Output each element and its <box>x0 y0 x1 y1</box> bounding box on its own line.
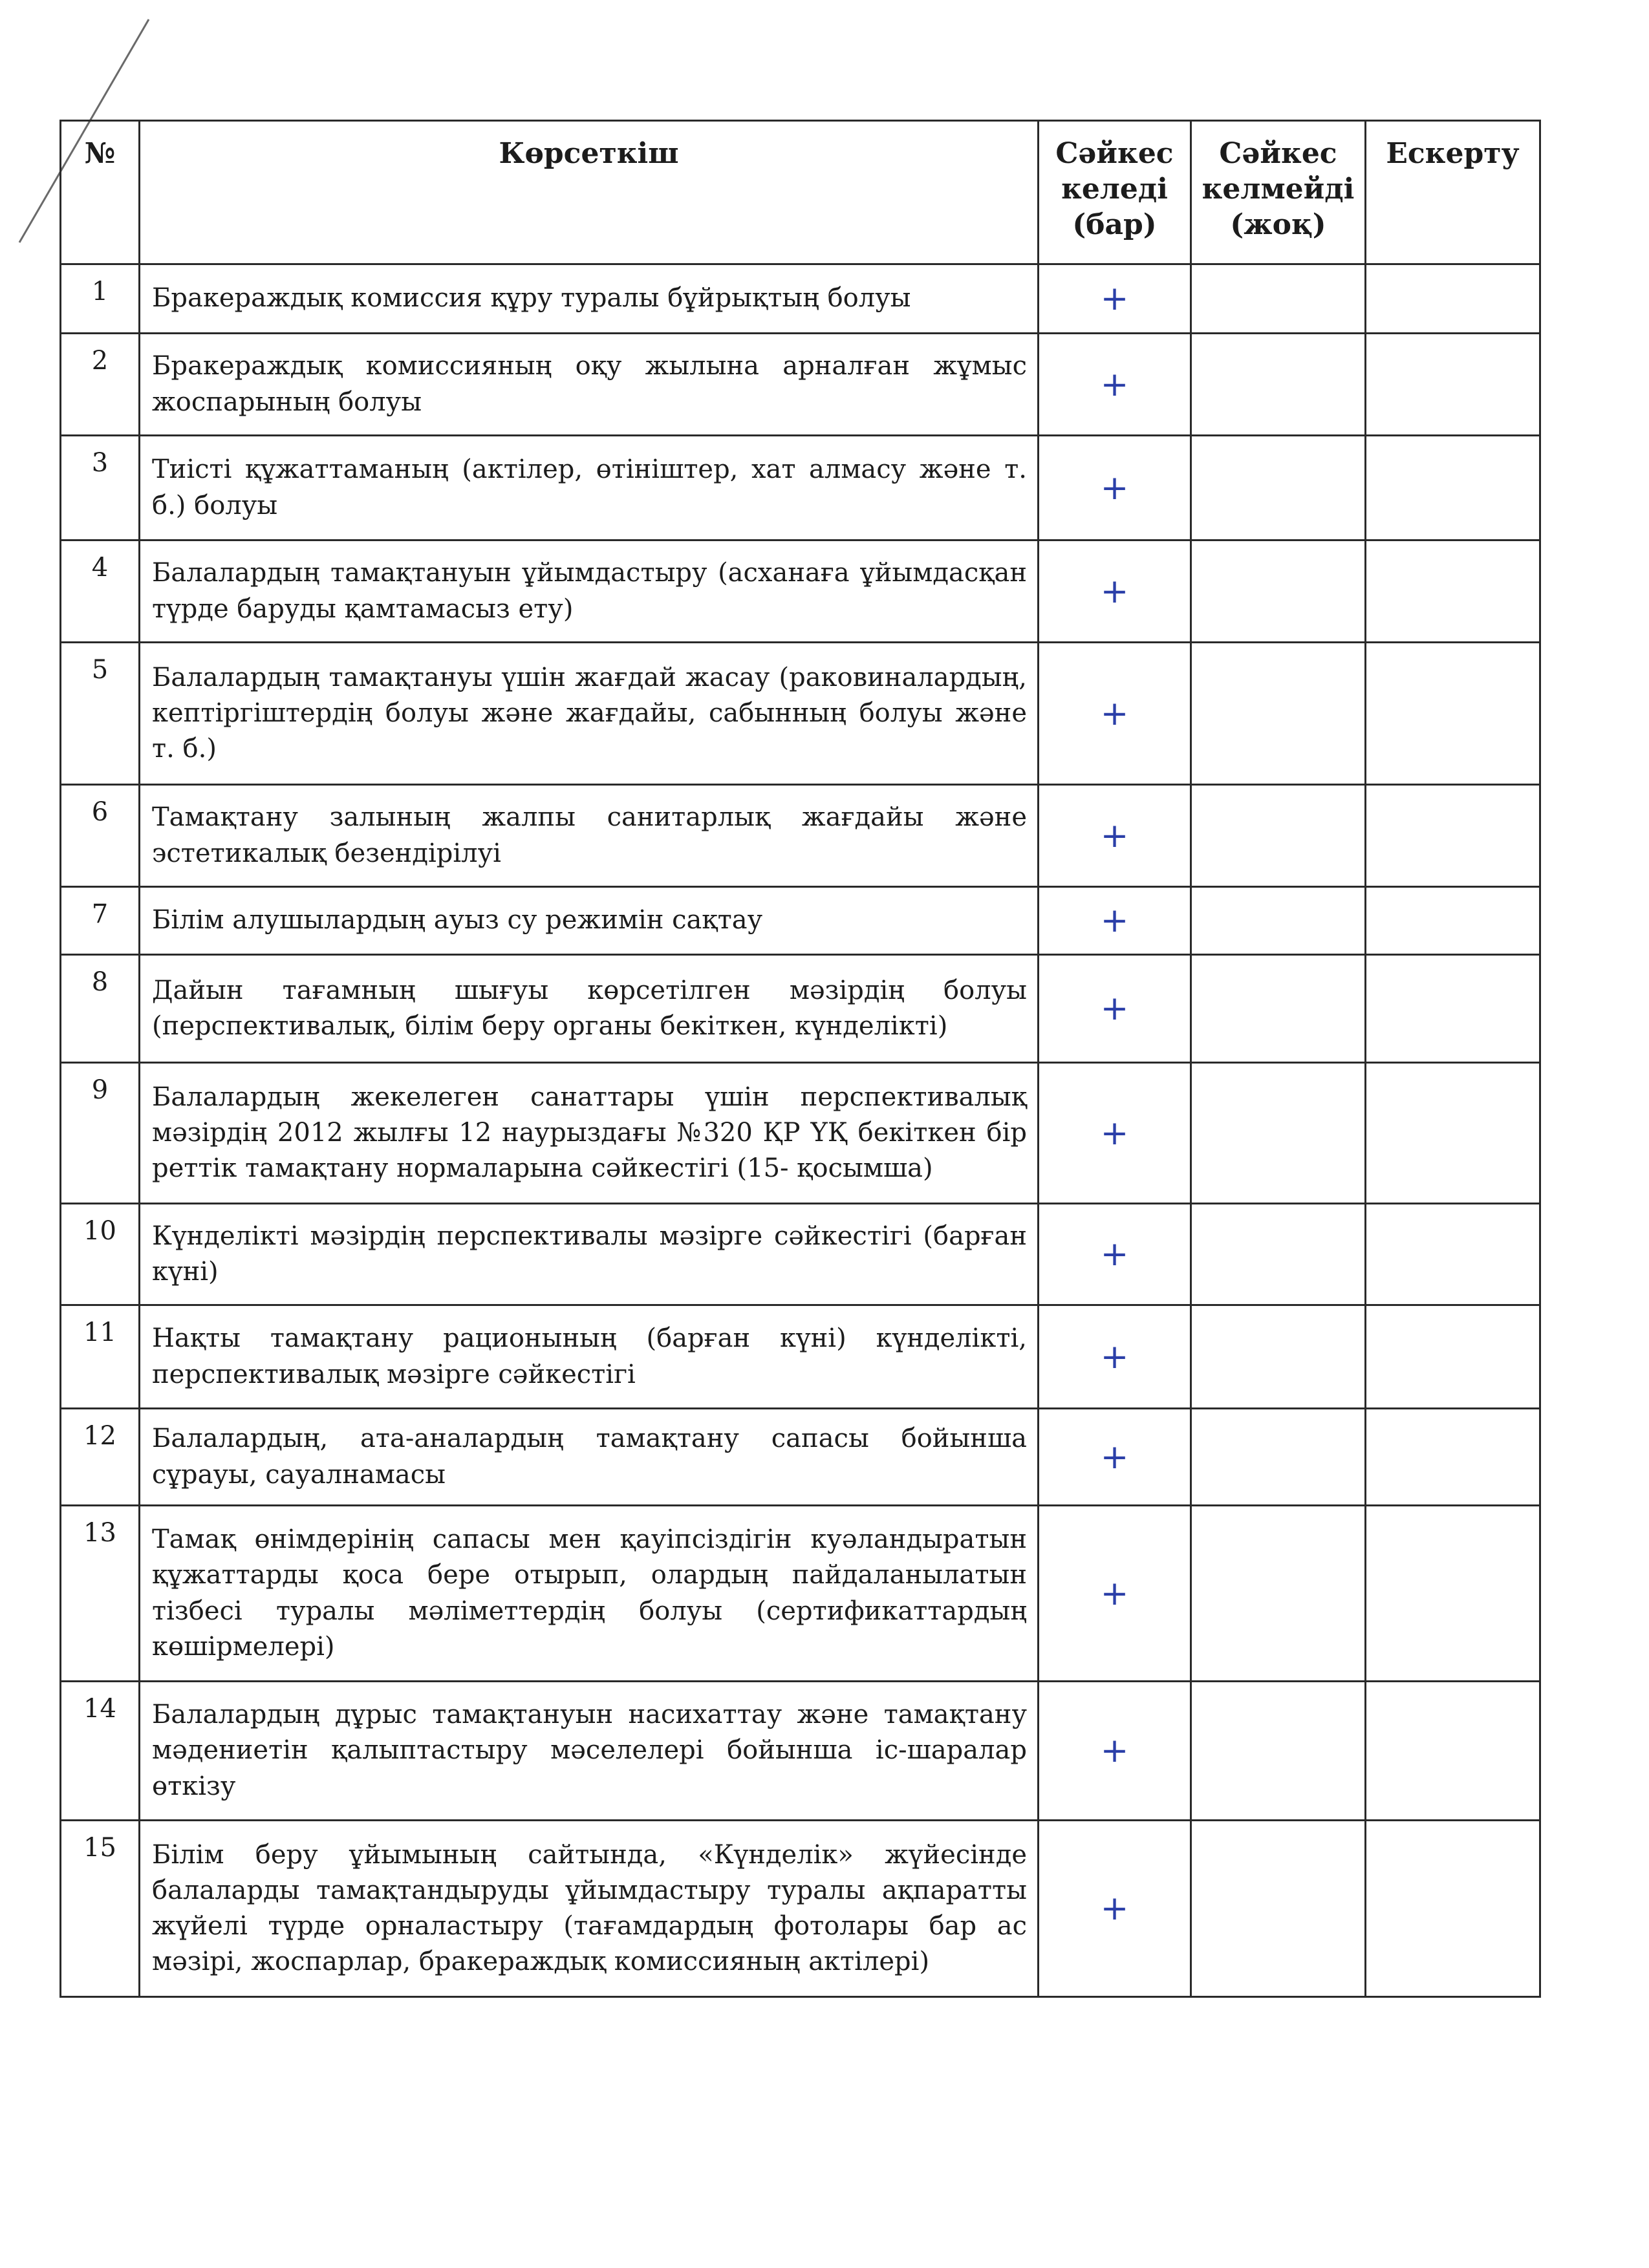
row-number: 8 <box>61 955 140 1063</box>
header-yes-line-2: келеді <box>1061 173 1168 206</box>
note-cell <box>1366 887 1540 955</box>
note-cell <box>1366 436 1540 540</box>
table-row <box>61 1821 1540 1997</box>
no-cell <box>1191 1305 1366 1409</box>
note-cell <box>1366 955 1540 1063</box>
yes-mark: + <box>1039 1409 1191 1506</box>
note-cell <box>1366 1682 1540 1821</box>
table-row <box>61 955 1540 1063</box>
header-number: № <box>61 121 140 264</box>
note-cell <box>1366 1305 1540 1409</box>
yes-mark: + <box>1039 1305 1191 1409</box>
row-indicator: Тамақ өнімдерінің сапасы мен қауіпсіздігін куәландыратын құжаттарды қоса бере отырып, олардың пайдаланылатын тізбесі туралы мәліметтердің болуы (сертификаттардың көшірмелері) <box>140 1506 1039 1682</box>
note-cell <box>1366 1204 1540 1305</box>
no-cell <box>1191 334 1366 436</box>
header-row <box>61 121 1540 264</box>
table-row <box>61 334 1540 436</box>
header-indicator: Көрсеткіш <box>140 121 1039 264</box>
row-indicator: Балалардың, ата-аналардың тамақтану сапасы бойынша сұрауы, сауалнамасы <box>140 1409 1039 1506</box>
row-indicator: Білім алушылардың ауыз су режимін сақтау <box>140 887 1039 955</box>
row-indicator: Балалардың дұрыс тамақтануын насихаттау және тамақтану мәдениетін қалыптастыру мәселелері бойынша іс-шаралар өткізу <box>140 1682 1039 1821</box>
checklist-table <box>59 120 1541 1998</box>
row-indicator: Бракераждық комиссия құру туралы бұйрықтың болуы <box>140 264 1039 334</box>
no-cell <box>1191 1821 1366 1997</box>
yes-mark: + <box>1039 334 1191 436</box>
header-no <box>1191 121 1366 264</box>
yes-mark: + <box>1039 436 1191 540</box>
note-cell <box>1366 785 1540 887</box>
yes-mark: + <box>1039 955 1191 1063</box>
row-indicator: Нақты тамақтану рационының (барған күні) күнделікті, перспективалық мәзірге сәйкестігі <box>140 1305 1039 1409</box>
row-number: 12 <box>61 1409 140 1506</box>
row-number: 5 <box>61 643 140 785</box>
row-indicator: Балалардың тамақтануы үшін жағдай жасау (раковиналардың, кептіргіштердің болуы және жағдайы, сабынның болуы және т. б.) <box>140 643 1039 785</box>
note-cell <box>1366 334 1540 436</box>
no-cell <box>1191 1409 1366 1506</box>
header-yes-line-1: Сәйкес <box>1055 137 1174 170</box>
yes-mark: + <box>1039 785 1191 887</box>
row-number: 10 <box>61 1204 140 1305</box>
table-row <box>61 1204 1540 1305</box>
no-cell <box>1191 643 1366 785</box>
yes-mark: + <box>1039 643 1191 785</box>
table-row <box>61 1409 1540 1506</box>
row-indicator: Тиісті құжаттаманың (актілер, өтініштер, хат алмасу және т. б.) болуы <box>140 436 1039 540</box>
yes-mark: + <box>1039 1821 1191 1997</box>
row-indicator: Күнделікті мәзірдің перспективалы мәзірге сәйкестігі (барған күні) <box>140 1204 1039 1305</box>
row-number: 14 <box>61 1682 140 1821</box>
row-indicator: Балалардың тамақтануын ұйымдастыру (асханаға ұйымдасқан түрде баруды қамтамасыз ету) <box>140 540 1039 643</box>
table-row <box>61 1506 1540 1682</box>
row-indicator: Білім беру ұйымының сайтында, «Күнделік» жүйесінде балаларды тамақтандыруды ұйымдастыру туралы ақпаратты жүйелі түрде орналастыру (тағамдардың фотолары бар ас мәзірі, жоспарлар, бракераждық комиссияның актілері) <box>140 1821 1039 1997</box>
yes-mark: + <box>1039 264 1191 334</box>
yes-mark: + <box>1039 1682 1191 1821</box>
note-cell <box>1366 1506 1540 1682</box>
note-cell <box>1366 1409 1540 1506</box>
note-cell <box>1366 643 1540 785</box>
no-cell <box>1191 436 1366 540</box>
table-row <box>61 540 1540 643</box>
table-row <box>61 887 1540 955</box>
table-row <box>61 264 1540 334</box>
yes-mark: + <box>1039 1506 1191 1682</box>
row-indicator: Дайын тағамның шығуы көрсетілген мәзірдің болуы (перспективалық, білім беру органы бекіткен, күнделікті) <box>140 955 1039 1063</box>
yes-mark: + <box>1039 1063 1191 1204</box>
yes-mark: + <box>1039 540 1191 643</box>
no-cell <box>1191 785 1366 887</box>
row-indicator: Бракераждық комиссияның оқу жылына арналған жұмыс жоспарының болуы <box>140 334 1039 436</box>
header-no-line-3: (жоқ) <box>1230 208 1326 241</box>
yes-mark: + <box>1039 1204 1191 1305</box>
table-row <box>61 785 1540 887</box>
header-note: Ескерту <box>1366 121 1540 264</box>
header-yes <box>1039 121 1191 264</box>
header-no-line-2: келмейді <box>1202 173 1355 206</box>
table-row <box>61 1305 1540 1409</box>
no-cell <box>1191 1506 1366 1682</box>
row-number: 7 <box>61 887 140 955</box>
row-number: 13 <box>61 1506 140 1682</box>
row-number: 2 <box>61 334 140 436</box>
table-row <box>61 1682 1540 1821</box>
no-cell <box>1191 1063 1366 1204</box>
no-cell <box>1191 1204 1366 1305</box>
note-cell <box>1366 1063 1540 1204</box>
table-row <box>61 436 1540 540</box>
row-indicator: Балалардың жекелеген санаттары үшін перспективалық мәзірдің 2012 жылғы 12 наурыздағы №320 ҚР ҮҚ бекіткен бір реттік тамақтану нормаларына сәйкестігі (15- қосымша) <box>140 1063 1039 1204</box>
no-cell <box>1191 955 1366 1063</box>
no-cell <box>1191 540 1366 643</box>
no-cell <box>1191 264 1366 334</box>
row-number: 6 <box>61 785 140 887</box>
table-row <box>61 643 1540 785</box>
note-cell <box>1366 1821 1540 1997</box>
row-number: 11 <box>61 1305 140 1409</box>
no-cell <box>1191 1682 1366 1821</box>
yes-mark: + <box>1039 887 1191 955</box>
row-indicator: Тамақтану залының жалпы санитарлық жағдайы және эстетикалық безендірілуі <box>140 785 1039 887</box>
table-row <box>61 1063 1540 1204</box>
note-cell <box>1366 540 1540 643</box>
row-number: 4 <box>61 540 140 643</box>
header-yes-line-3: (бар) <box>1072 208 1157 241</box>
row-number: 9 <box>61 1063 140 1204</box>
row-number: 1 <box>61 264 140 334</box>
note-cell <box>1366 264 1540 334</box>
row-number: 15 <box>61 1821 140 1997</box>
header-no-line-1: Сәйкес <box>1219 137 1337 170</box>
no-cell <box>1191 887 1366 955</box>
row-number: 3 <box>61 436 140 540</box>
